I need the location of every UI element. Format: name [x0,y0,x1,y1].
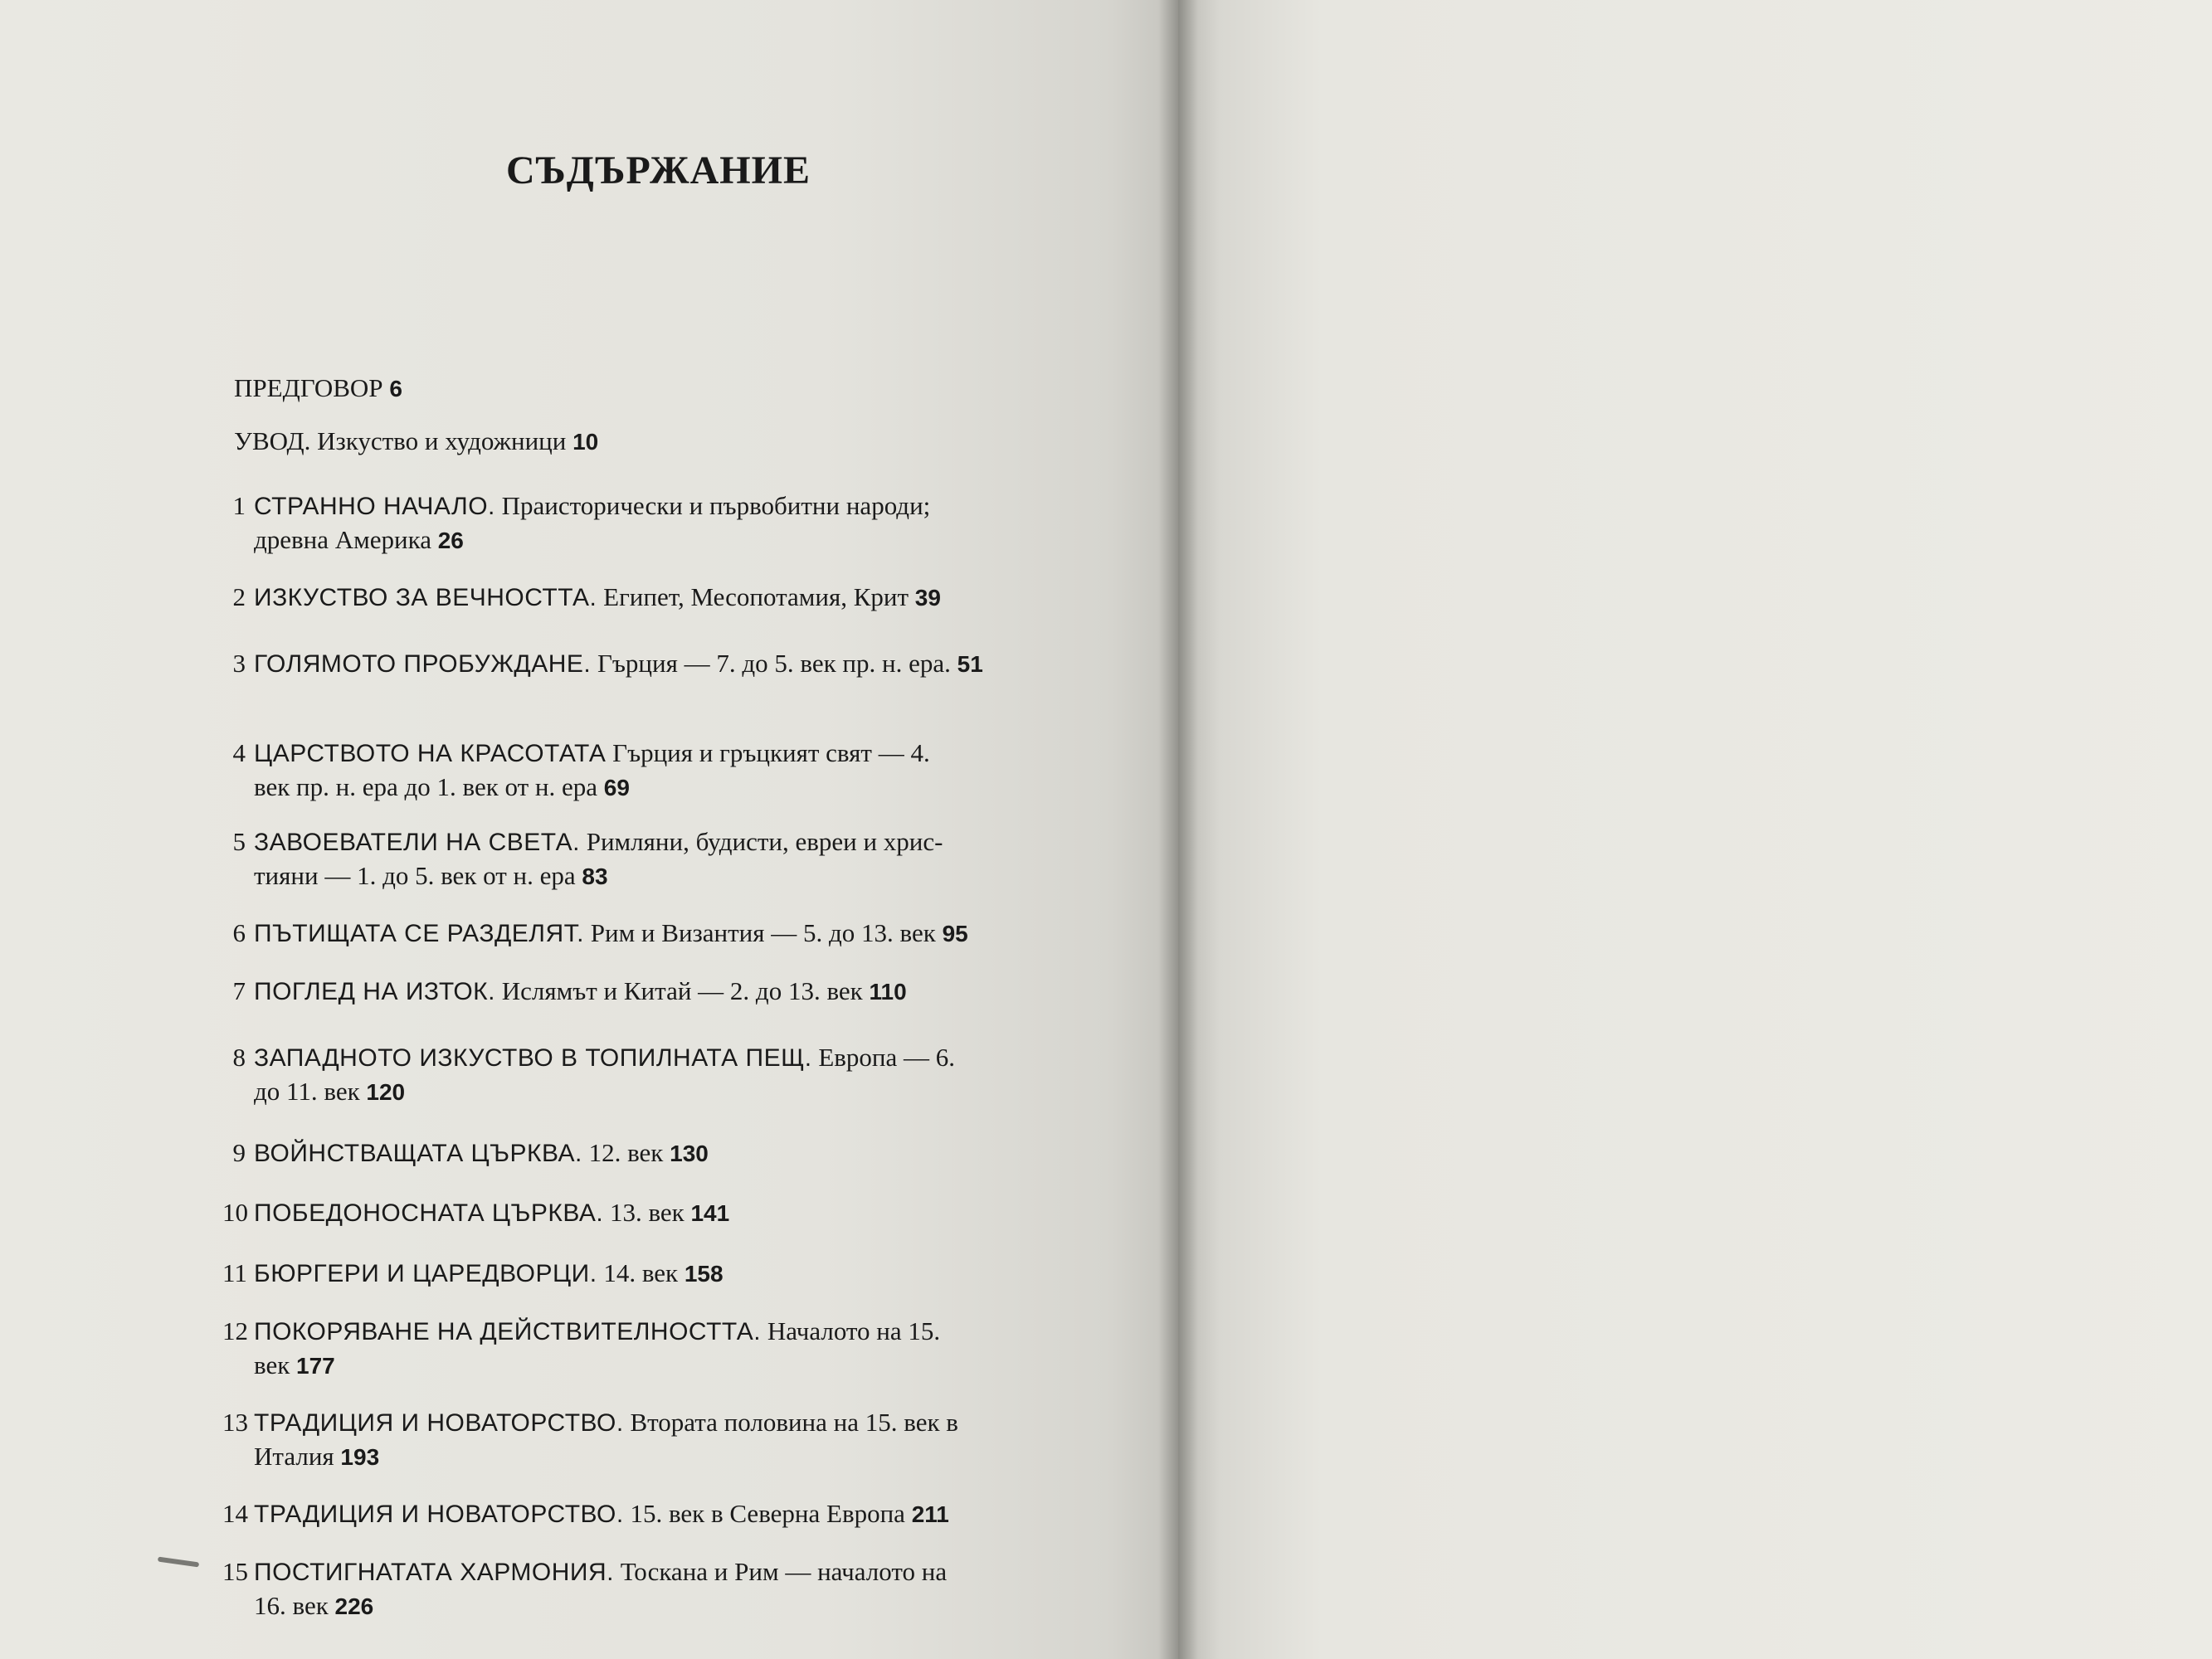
entry-first-line [222,1406,958,1440]
chapter-number: 9 [232,1138,246,1167]
chapter-title: ПОБЕДОНОСНАТА ЦЪРКВА. [254,1199,604,1227]
chapter-subtitle: 13. век [609,1198,685,1227]
entry-first-line [222,1136,709,1170]
entry-first-line [222,975,907,1009]
chapter-number: 13 [222,1408,248,1437]
chapter-subtitle: Рим и Византия — 5. до 13. век [590,918,936,947]
page-number: 95 [942,921,968,946]
entry-second-line [222,1440,958,1474]
entry-first-line [222,1555,947,1589]
entry-heading: УВОД. [234,426,311,455]
chapter-title: ГОЛЯМОТО ПРОБУЖДАНЕ. [254,650,592,678]
toc-entry-chapter-7 [222,975,907,1009]
chapter-number: 2 [232,582,246,611]
chapter-number: 6 [232,918,246,947]
ink-smudge [158,1557,199,1568]
page-number: 6 [389,376,402,401]
page-number: 39 [914,585,941,611]
chapter-subtitle: Втората половина на 15. век в [630,1408,958,1437]
chapter-title: ПЪТИЩАТА СЕ РАЗДЕЛЯТ. [254,920,584,947]
entry-first-line [222,489,930,523]
entry-first-line [222,1257,724,1291]
page-number: 130 [670,1141,709,1166]
chapter-subtitle: 15. век в Северна Европа [630,1499,905,1528]
chapter-number: 12 [222,1316,248,1345]
chapter-subtitle-continued: век пр. н. ера до 1. век от н. ера [254,772,598,801]
chapter-title: ТРАДИЦИЯ И НОВАТОРСТВО. [254,1409,624,1437]
chapter-subtitle: Гърция — 7. до 5. век пр. н. ера. [597,649,951,678]
page-number: 211 [911,1501,949,1527]
page-number: 110 [869,979,907,1005]
toc-entry-chapter-15 [222,1555,947,1623]
chapter-subtitle-continued: древна Америка [254,525,431,554]
entry-first-line [222,1315,940,1349]
entry-first-line [222,647,983,681]
entry-first-line [222,1041,955,1075]
chapter-title: ЗАВОЕВАТЕЛИ НА СВЕТА. [254,829,580,856]
toc-entry-chapter-3 [222,647,983,681]
chapter-subtitle: Гърция и гръцкият свят — 4. [612,738,930,767]
toc-entry-chapter-13 [222,1406,958,1474]
toc-entry-chapter-1 [222,489,930,557]
page-title: СЪДЪРЖАНИЕ [506,148,811,192]
toc-entry-chapter-9 [222,1136,709,1170]
page-number: 10 [572,429,599,455]
chapter-number: 8 [232,1043,246,1072]
chapter-title: БЮРГЕРИ И ЦАРЕДВОРЦИ. [254,1260,597,1287]
toc-entry-chapter-14 [222,1497,949,1531]
entry-first-line [222,737,930,771]
toc-entry-chapter-12 [222,1315,940,1383]
entry-second-line [222,859,943,893]
chapter-title: ПОСТИГНАТАТА ХАРМОНИЯ. [254,1559,614,1586]
chapter-subtitle: Тоскана и Рим — началото на [620,1557,948,1586]
chapter-subtitle-continued: 16. век [254,1591,329,1620]
entry-first-line [222,1497,949,1531]
toc-entry-chapter-5 [222,825,943,893]
toc-entry-chapter-4 [222,737,930,805]
entry-first-line [222,917,968,951]
page-number: 120 [366,1079,406,1105]
chapter-number: 7 [232,976,246,1005]
page-number: 177 [296,1353,335,1379]
chapter-title: ИЗКУСТВО ЗА ВЕЧНОСТТА. [254,584,597,611]
chapter-subtitle: Началото на 15. [767,1316,941,1345]
entry-second-line [222,523,930,557]
chapter-title: ТРАДИЦИЯ И НОВАТОРСТВО. [254,1501,624,1528]
chapter-title: ПОКОРЯВАНЕ НА ДЕЙСТВИТЕЛНОСТТА. [254,1318,762,1345]
entry-second-line [222,1349,940,1383]
chapter-title: ЦАРСТВОТО НА КРАСОТАТА [254,740,607,767]
chapter-title: СТРАННО НАЧАЛО. [254,493,495,520]
entry-second-line [222,1075,955,1109]
right-page [1178,0,2212,1659]
entry-second-line [222,771,930,805]
entry-second-line [222,1589,947,1623]
chapter-number: 14 [222,1499,248,1528]
entry-first-line [222,581,941,615]
chapter-subtitle: Египет, Месопотамия, Крит [603,582,909,611]
chapter-number: 15 [222,1557,248,1586]
chapter-subtitle: Европа — 6. [818,1043,956,1072]
chapter-subtitle: Праисторически и първобитни народи; [501,491,931,520]
chapter-number: 4 [232,738,246,767]
chapter-number: 1 [232,491,246,520]
chapter-subtitle: Римляни, будисти, евреи и хрис- [586,827,943,856]
page-number: 193 [340,1444,380,1470]
chapter-subtitle-continued: тияни — 1. до 5. век от н. ера [254,861,576,890]
entry-first-line [222,1196,729,1230]
page-number: 226 [334,1593,374,1619]
toc-entry-chapter-8 [222,1041,955,1109]
chapter-number: 10 [222,1198,248,1227]
toc-entry-chapter-2 [222,581,941,615]
chapter-subtitle-continued: Италия [254,1442,334,1471]
entry-heading: ПРЕДГОВОР [234,373,383,402]
toc-entry-chapter-6 [222,917,968,951]
chapter-number: 3 [232,649,246,678]
page-number: 69 [603,775,630,800]
chapter-title: ПОГЛЕД НА ИЗТОК. [254,978,495,1005]
entry-first-line [222,825,943,859]
chapter-subtitle: Ислямът и Китай — 2. до 13. век [501,976,863,1005]
chapter-subtitle: 14. век [603,1258,679,1287]
page-number: 26 [437,528,464,553]
chapter-subtitle-continued: до 11. век [254,1077,360,1106]
toc-entry-preface [234,372,402,406]
page-number: 51 [957,651,983,677]
page-number: 158 [684,1261,724,1287]
chapter-subtitle-continued: век [254,1350,290,1379]
chapter-subtitle: 12. век [588,1138,664,1167]
entry-subtitle: Изкуство и художници [317,426,567,455]
chapter-title: ЗАПАДНОТО ИЗКУСТВО В ТОПИЛНАТА ПЕЩ. [254,1044,812,1072]
chapter-number: 11 [222,1258,247,1287]
toc-entry-introduction [234,425,598,459]
page-number: 83 [582,864,608,889]
book-gutter [1158,0,1198,1659]
page-number: 141 [690,1200,730,1226]
toc-entry-chapter-10 [222,1196,729,1230]
toc-entry-chapter-11 [222,1257,724,1291]
chapter-title: ВОЙНСТВАЩАТА ЦЪРКВА. [254,1140,582,1167]
chapter-number: 5 [232,827,246,856]
